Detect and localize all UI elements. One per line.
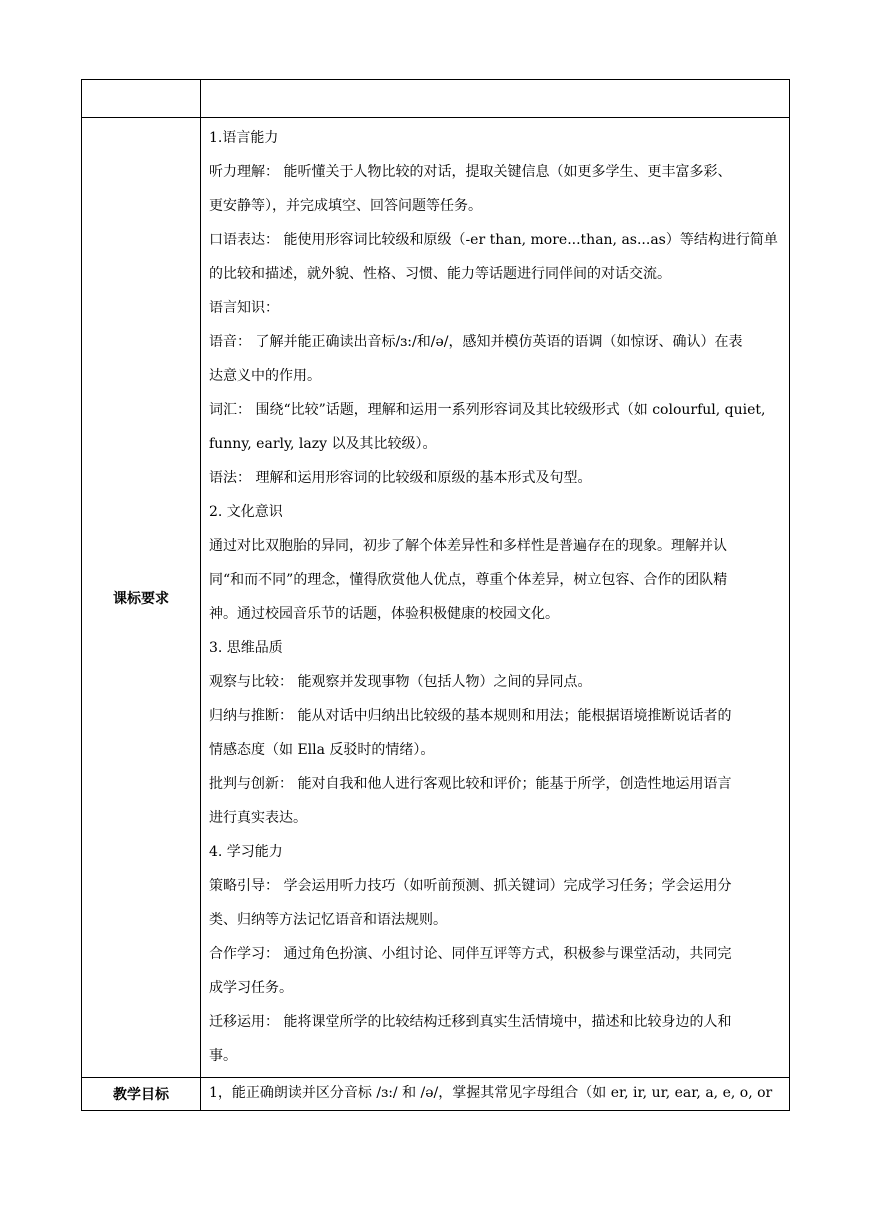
req-line: 合作学习： 通过角色扮演、小组讨论、同伴互评等方式，积极参与课堂活动，共同完: [209, 946, 732, 962]
req-line: 事。: [209, 1048, 237, 1064]
req-line: 语法： 理解和运用形容词的比较级和原级的基本形式及句型。: [209, 470, 592, 486]
req-line: 归纳与推断： 能从对话中归纳出比较级的基本规则和用法；能根据语境推断说话者的: [209, 708, 732, 724]
req-line: 迁移运用： 能将课堂所学的比较结构迁移到真实生活情境中，描述和比较身边的人和: [209, 1014, 732, 1030]
goals-label: 教学目标: [82, 1078, 201, 1111]
req-line: 语言知识：: [209, 300, 279, 316]
req-line: 3. 思维品质: [209, 640, 283, 656]
req-line: 1.语言能力: [209, 130, 279, 146]
req-line: 2. 文化意识: [209, 504, 283, 520]
req-line: 更安静等），并完成填空、回答问题等任务。: [209, 198, 482, 214]
header-cell-right: [201, 80, 790, 118]
req-line: 口语表达： 能使用形容词比较级和原级（-er than, more...than, as...as）等结构进行简单: [209, 232, 778, 248]
req-line: 语音： 了解并能正确读出音标/ɜ:/和/ə/，感知并模仿英语的语调（如惊讶、确认）在表: [209, 334, 743, 350]
req-line: 情感态度（如 Ella 反驳时的情绪）。: [209, 742, 435, 758]
requirements-row: [82, 118, 790, 1078]
req-line: 听力理解： 能听懂关于人物比较的对话，提取关键信息（如更多学生、更丰富多彩、: [209, 164, 732, 180]
req-line: 达意义中的作用。: [209, 368, 321, 384]
header-cell-left: [82, 80, 201, 118]
req-line: 策略引导： 学会运用听力技巧（如听前预测、抓关键词）完成学习任务；学会运用分: [209, 878, 732, 894]
req-line: 观察与比较： 能观察并发现事物（包括人物）之间的异同点。: [209, 674, 592, 690]
requirements-label: 课标要求: [82, 118, 201, 1078]
req-line: 的比较和描述，就外貌、性格、习惯、能力等话题进行同伴间的对话交流。: [209, 266, 671, 282]
req-line: 词汇： 围绕“比较”话题，理解和运用一系列形容词及其比较级形式（如 colourful, quiet,: [209, 402, 766, 418]
req-line: 批判与创新： 能对自我和他人进行客观比较和评价；能基于所学，创造性地运用语言: [209, 776, 732, 792]
req-line: 同“和而不同”的理念，懂得欣赏他人优点，尊重个体差异，树立包容、合作的团队精: [209, 572, 728, 588]
header-row: [82, 80, 790, 118]
goals-row: [82, 1078, 790, 1111]
req-line: 4. 学习能力: [209, 844, 283, 860]
req-line: 通过对比双胞胎的异同，初步了解个体差异性和多样性是普遍存在的现象。理解并认: [209, 538, 727, 554]
req-line: 神。通过校园音乐节的话题，体验积极健康的校园文化。: [209, 606, 559, 622]
req-line: 进行真实表达。: [209, 810, 307, 826]
req-line: 类、归纳等方法记忆语音和语法规则。: [209, 912, 447, 928]
req-line: 成学习任务。: [209, 980, 293, 996]
lesson-plan-table: [81, 79, 790, 1111]
requirements-content: [201, 118, 790, 1078]
goals-first-line: 1，能正确朗读并区分音标 /ɜ:/ 和 /ə/，掌握其常见字母组合（如 er, ir, ur, ear, a, e, o, or: [201, 1078, 790, 1111]
req-line: funny, early, lazy 以及其比较级）。: [209, 436, 437, 452]
